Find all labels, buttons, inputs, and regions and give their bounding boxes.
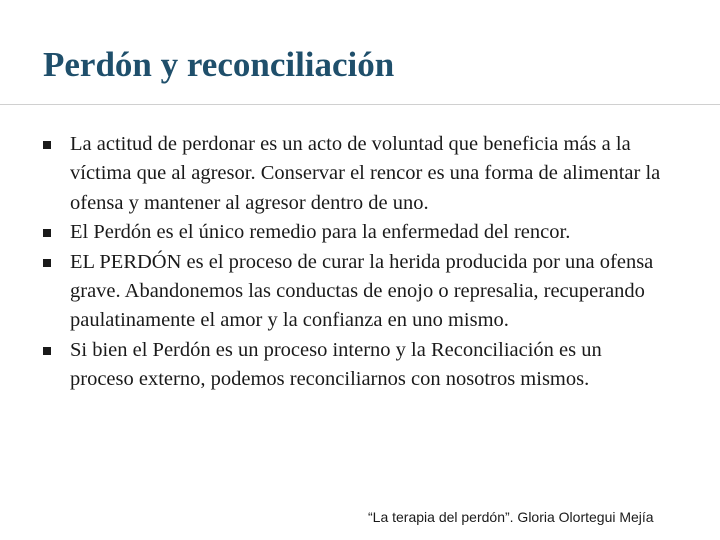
square-bullet-icon <box>43 141 51 149</box>
square-bullet-icon <box>43 229 51 237</box>
title-divider <box>0 104 720 105</box>
bullet-item-healing-process <box>0 248 720 336</box>
square-bullet-icon <box>43 347 51 355</box>
bullet-item-forgiveness-attitude <box>0 130 720 218</box>
bullet-text: Si bien el Perdón es un proceso interno y la Reconciliación es un proceso externo, podemos reconciliarnos con nosotros mismos. <box>70 338 602 391</box>
bullet-text: El Perdón es el único remedio para la enfermedad del rencor. <box>70 221 571 244</box>
square-bullet-icon <box>43 259 51 267</box>
bullet-text: EL PERDÓN es el proceso de curar la herida producida por una ofensa grave. Abandonemos las conductas de enojo o represalia, recuperando paulatinamente el amor y la confianza en uno mismo. <box>70 250 654 332</box>
bullet-item-internal-external <box>0 336 720 395</box>
bullet-list <box>0 130 720 395</box>
bullet-text: La actitud de perdonar es un acto de voluntad que beneficia más a la víctima que al agresor. Conservar el rencor es una forma de alimentar la ofensa y mantener al agresor dentro de uno. <box>70 133 661 214</box>
bullet-item-only-remedy <box>0 218 720 247</box>
source-credit: “La terapia del perdón”. Gloria Olortegui Mejía <box>368 509 654 525</box>
slide-title: Perdón y reconciliación <box>43 45 395 84</box>
